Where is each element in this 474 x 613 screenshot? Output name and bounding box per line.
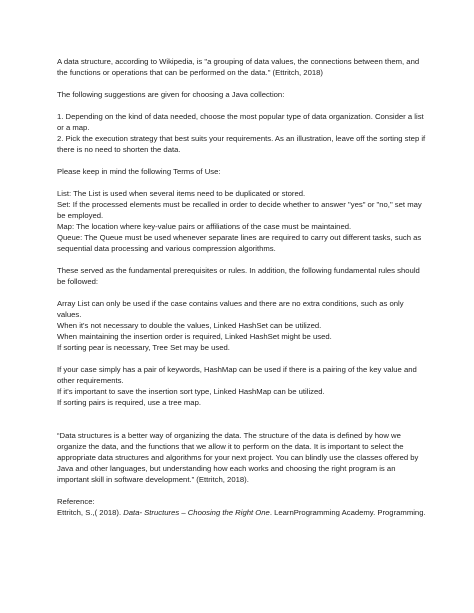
term-queue: Queue: The Queue must be used whenever separate lines are required to carry out different tasks, such as sequential data processing and various compression algorithms.: [57, 233, 422, 253]
reference-heading: Reference:: [57, 497, 95, 506]
rule-item: When maintaining the insertion order is required, Linked HashSet might be used.: [57, 332, 332, 341]
reference-publisher: . LearnProgramming Academy. Programming.: [269, 508, 426, 517]
map-rule-item: If your case simply has a pair of keywords, HashMap can be used if there is a pairing of the key value and other requirements.: [57, 365, 417, 385]
quote-paragraph: “Data structures is a better way of organizing the data. The structure of the data is defined by how we organize the data, and the functions that we allow it to perform on the data. It is important to select the appropriate data structures and algorithms for your next project. You can blindly use the classes offered by Java and other languages, but understanding how each works and choosing the right program is an important skill in software development.” (Ettritch, 2018).: [57, 431, 419, 484]
terms-heading: Please keep in mind the following Terms of Use:: [57, 167, 221, 176]
map-rule-item: If sorting pairs is required, use a tree map.: [57, 398, 201, 407]
term-list: List: The List is used when several items need to be duplicated or stored.: [57, 189, 306, 198]
reference-entry: [57, 507, 427, 518]
map-rule-item: If it's important to save the insertion sort type, Linked HashMap can be utilized.: [57, 387, 325, 396]
reference-title: Data- Structures – Choosing the Right One: [123, 508, 270, 517]
rule-item: Array List can only be used if the case contains values and there are no extra conditions, such as only values.: [57, 299, 404, 319]
suggestions-heading: The following suggestions are given for choosing a Java collection:: [57, 90, 285, 99]
document-page: [57, 56, 427, 518]
rules-intro: These served as the fundamental prerequisites or rules. In addition, the following fundamental rules should be followed:: [57, 266, 420, 286]
reference-authors: Ettritch, S.,( 2018).: [57, 508, 124, 517]
suggestion-item: 2. Pick the execution strategy that best suits your requirements. As an illustration, leave off the sorting step if there is no need to shorten the data.: [57, 134, 426, 154]
intro-paragraph: A data structure, according to Wikipedia, is "a grouping of data values, the connections between them, and the functions or operations that can be performed on the data." (Ettritch, 2018): [57, 57, 420, 77]
rule-item: When it's not necessary to double the values, Linked HashSet can be utilized.: [57, 321, 322, 330]
term-map: Map: The location where key-value pairs or affiliations of the case must be maintained.: [57, 222, 352, 231]
term-set: Set: If the processed elements must be recalled in order to decide whether to answer "yes" or "no," set may be employed.: [57, 200, 422, 220]
suggestion-item: 1. Depending on the kind of data needed, choose the most popular type of data organization. Consider a list or a map.: [57, 112, 424, 132]
rule-item: If sorting pear is necessary, Tree Set may be used.: [57, 343, 230, 352]
